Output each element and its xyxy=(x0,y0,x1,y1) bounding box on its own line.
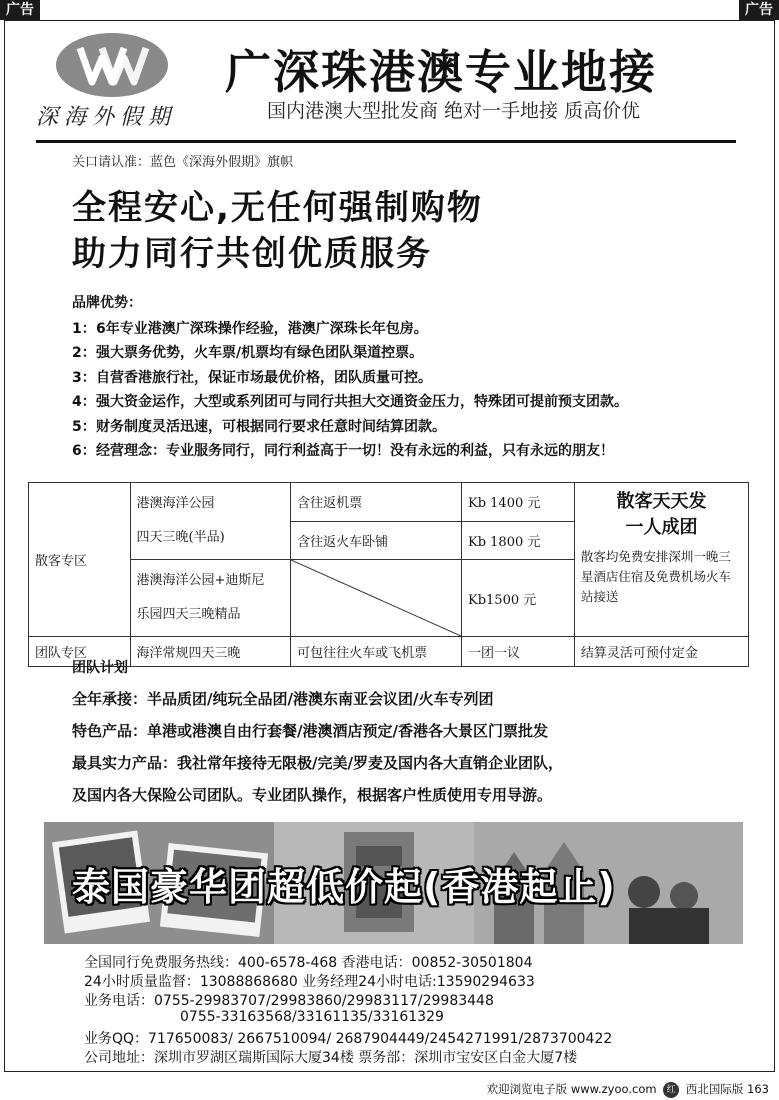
page-footer xyxy=(487,1081,769,1098)
daily-departure-cell xyxy=(574,483,748,637)
table-row xyxy=(29,483,749,522)
promo-banner xyxy=(44,822,743,944)
route-cell xyxy=(130,483,291,560)
slogan-2: 助力同行共创优质服务 xyxy=(72,234,432,274)
route-line: 港澳海洋公园 xyxy=(136,496,215,511)
brand-heading: 品牌优势： xyxy=(72,295,142,311)
plan-line: 特色产品：单港或港澳自由行套餐/港澳酒店预定/香港各大景区门票批发 xyxy=(72,722,548,740)
magazine-logo-icon: 红 xyxy=(663,1082,679,1098)
list-item xyxy=(72,439,628,463)
daily-description: 散客均免费安排深圳一晚三星酒店住宿及免费机场火车站接送 xyxy=(580,549,731,604)
empty-diagonal-cell xyxy=(291,560,462,637)
point-text: 6年专业港澳广深珠操作经验，港澳广深珠长年包房。 xyxy=(96,321,428,337)
contact-line: 0755-33163568/33161135/33161329 xyxy=(180,1009,444,1025)
fare-cell: 含往返火车卧铺 xyxy=(291,521,462,560)
zone-group-cell: 团队专区 xyxy=(29,637,131,667)
price-cell: 一团一议 xyxy=(462,637,575,667)
logo-text: 深海外假期 xyxy=(36,105,177,130)
point-text: 经营理念：专业服务同行，同行利益高于一切！没有永远的利益，只有永远的朋友！ xyxy=(96,442,614,459)
table-row xyxy=(29,637,749,667)
point-number: 3： xyxy=(72,369,96,386)
notice-text: 关口请认准：蓝色《深海外假期》旗帜 xyxy=(72,155,294,170)
footer-website-link[interactable]: 欢迎浏览电子版 www.zyoo.com xyxy=(486,1082,657,1096)
point-number: 4： xyxy=(72,394,96,411)
banner-headline: 泰国豪华团超低价起(香港起止) xyxy=(72,865,616,909)
diagonal-line xyxy=(291,560,461,636)
price-cell: Kb 1800 元 xyxy=(462,521,575,560)
logo-icon xyxy=(52,30,172,100)
daily-title: 散客天天发 xyxy=(616,491,707,512)
plan-heading: 团队计划 xyxy=(72,660,128,676)
list-item xyxy=(72,415,628,439)
point-text: 财务制度灵活迅速，可根据同行要求任意时间结算团款。 xyxy=(96,418,446,435)
plan-line: 最具实力产品：我社常年接待无限极/完美/罗麦及国内各大直销企业团队， xyxy=(72,754,563,772)
route-cell: 海洋常规四天三晚 xyxy=(130,637,291,667)
point-number: 6： xyxy=(72,442,96,459)
contact-line: 24小时质量监督：13088868680 业务经理24小时电话:13590294633 xyxy=(84,974,535,990)
point-number: 5： xyxy=(72,418,96,435)
plan-line: 全年承接：半品质团/纯玩全品团/港澳东南亚会议团/火车专列团 xyxy=(72,690,494,708)
price-cell: Kb1500 元 xyxy=(462,560,575,637)
zone-individual-cell: 散客专区 xyxy=(29,483,131,637)
point-number: 1： xyxy=(72,321,96,337)
fare-cell: 可包往往火车或飞机票 xyxy=(291,637,462,667)
list-item xyxy=(72,317,628,341)
price-cell: Kb 1400 元 xyxy=(462,483,575,522)
page-title: 广深珠港澳专业地接 xyxy=(225,45,657,99)
footer-page-info: 西北国际版 163 xyxy=(685,1082,769,1096)
fare-cell: 含往返机票 xyxy=(291,483,462,522)
brand-points-list xyxy=(72,317,628,463)
point-number: 2： xyxy=(72,345,96,362)
route-line: 乐园四天三晚精品 xyxy=(136,607,241,622)
route-line: 四天三晚(半品) xyxy=(136,530,225,545)
slogan-1: 全程安心,无任何强制购物 xyxy=(72,188,483,228)
plan-line: 及国内各大保险公司团队。专业团队操作，根据客户性质使用专用导游。 xyxy=(72,786,553,804)
contact-line: 业务电话：0755-29983707/29983860/29983117/29983448 xyxy=(84,993,494,1009)
list-item xyxy=(72,341,628,365)
header-divider xyxy=(36,140,736,143)
contact-line: 业务QQ：717650083/ 2667510094/ 2687904449/2454271991/2873700422 xyxy=(84,1031,613,1047)
daily-title: 一人成团 xyxy=(625,517,698,538)
point-text: 强大资金运作，大型或系列团可与同行共担大交通资金压力，特殊团可提前预支团款。 xyxy=(96,394,628,411)
point-text: 强大票务优势，火车票/机票均有绿色团队渠道控票。 xyxy=(96,345,424,362)
list-item xyxy=(72,390,628,414)
contact-line: 全国同行免费服务热线：400-6578-468 香港电话：00852-30501804 xyxy=(84,955,533,971)
price-table xyxy=(28,482,749,667)
page-subtitle: 国内港澳大型批发商 绝对一手地接 质高价优 xyxy=(267,100,641,122)
list-item xyxy=(72,366,628,390)
ad-tag-right: 广告 xyxy=(739,0,779,20)
ad-tag-left: 广告 xyxy=(0,0,40,20)
route-line: 港澳海洋公园+迪斯尼 xyxy=(136,573,265,588)
route-cell xyxy=(130,560,291,637)
point-text: 自营香港旅行社，保证市场最优价格，团队质量可控。 xyxy=(96,369,432,386)
contact-line: 公司地址：深圳市罗湖区瑞斯国际大厦34楼 票务部：深圳市宝安区白金大厦7楼 xyxy=(84,1050,578,1066)
settlement-cell: 结算灵活可预付定金 xyxy=(574,637,748,667)
